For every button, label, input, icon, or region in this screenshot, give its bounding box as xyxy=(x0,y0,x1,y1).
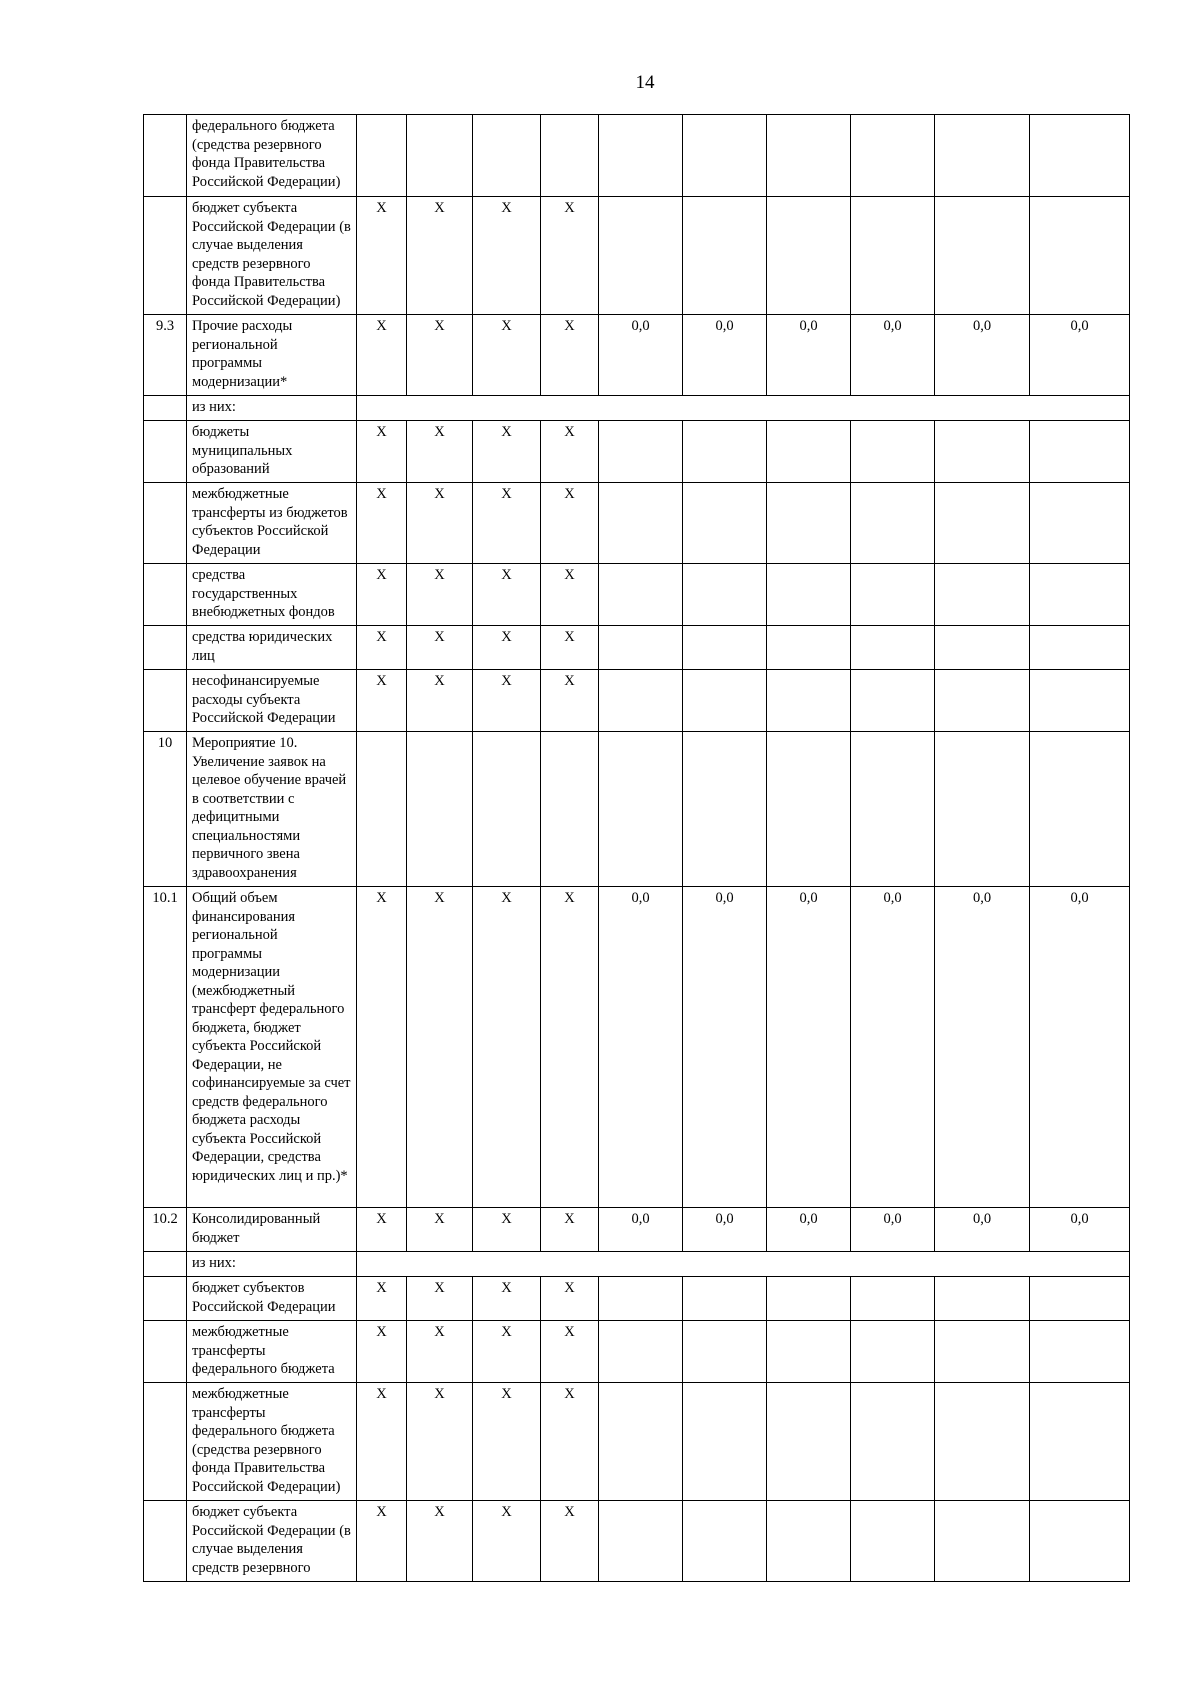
value-cell: 0,0 xyxy=(851,1208,935,1252)
value-cell xyxy=(935,626,1030,670)
x-cell: X xyxy=(407,483,473,564)
x-cell: X xyxy=(407,1501,473,1582)
x-cell: X xyxy=(473,670,541,732)
value-cell xyxy=(599,1501,683,1582)
value-cell xyxy=(935,670,1030,732)
merged-cell xyxy=(357,396,1130,421)
value-cell: 0,0 xyxy=(683,315,767,396)
value-cell xyxy=(767,1501,851,1582)
value-cell xyxy=(599,115,683,197)
value-cell xyxy=(935,1277,1030,1321)
financing-table xyxy=(143,114,1130,1582)
x-cell: X xyxy=(541,1501,599,1582)
value-cell xyxy=(683,1277,767,1321)
value-cell xyxy=(683,115,767,197)
value-cell xyxy=(851,1321,935,1383)
table-row xyxy=(144,1208,1130,1252)
value-cell: 0,0 xyxy=(935,1208,1030,1252)
row-number xyxy=(144,115,187,197)
value-cell xyxy=(851,1501,935,1582)
value-cell xyxy=(599,670,683,732)
table-row xyxy=(144,115,1130,197)
row-label: бюджет субъектов Российской Федерации xyxy=(187,1277,357,1321)
x-cell: X xyxy=(407,1321,473,1383)
value-cell xyxy=(1030,626,1130,670)
x-cell xyxy=(473,732,541,887)
value-cell: 0,0 xyxy=(851,315,935,396)
value-cell xyxy=(935,421,1030,483)
value-cell xyxy=(1030,1321,1130,1383)
value-cell xyxy=(851,1277,935,1321)
x-cell: X xyxy=(541,315,599,396)
value-cell xyxy=(935,115,1030,197)
value-cell xyxy=(767,1277,851,1321)
page-number: 14 xyxy=(635,72,655,93)
row-number: 10.2 xyxy=(144,1208,187,1252)
value-cell xyxy=(1030,564,1130,626)
row-number xyxy=(144,1252,187,1277)
table-row xyxy=(144,1277,1130,1321)
x-cell: X xyxy=(407,197,473,315)
value-cell: 0,0 xyxy=(767,887,851,1208)
value-cell xyxy=(1030,115,1130,197)
value-cell xyxy=(1030,670,1130,732)
value-cell xyxy=(599,483,683,564)
value-cell xyxy=(599,421,683,483)
row-number xyxy=(144,670,187,732)
x-cell: X xyxy=(407,421,473,483)
row-label: Прочие расходы региональной программы модернизации* xyxy=(187,315,357,396)
x-cell: X xyxy=(407,887,473,1208)
row-number xyxy=(144,197,187,315)
value-cell xyxy=(683,483,767,564)
table-row xyxy=(144,396,1130,421)
x-cell: X xyxy=(541,626,599,670)
row-label: из них: xyxy=(187,396,357,421)
value-cell xyxy=(599,564,683,626)
x-cell: X xyxy=(357,483,407,564)
value-cell xyxy=(767,670,851,732)
value-cell xyxy=(599,1277,683,1321)
x-cell: X xyxy=(541,1208,599,1252)
x-cell: X xyxy=(473,421,541,483)
table-row xyxy=(144,1321,1130,1383)
row-label: Консолидированный бюджет xyxy=(187,1208,357,1252)
row-number: 10.1 xyxy=(144,887,187,1208)
value-cell xyxy=(1030,1501,1130,1582)
value-cell xyxy=(767,732,851,887)
row-label: из них: xyxy=(187,1252,357,1277)
value-cell xyxy=(935,732,1030,887)
x-cell: X xyxy=(473,564,541,626)
value-cell xyxy=(1030,197,1130,315)
row-label: Мероприятие 10. Увеличение заявок на целевое обучение врачей в соответствии с дефицитными специальностями первичного звена здравоохранения xyxy=(187,732,357,887)
x-cell: X xyxy=(357,564,407,626)
x-cell: X xyxy=(473,1277,541,1321)
value-cell: 0,0 xyxy=(935,887,1030,1208)
table-row xyxy=(144,1252,1130,1277)
x-cell: X xyxy=(407,626,473,670)
x-cell: X xyxy=(407,315,473,396)
x-cell: X xyxy=(541,421,599,483)
x-cell: X xyxy=(407,1208,473,1252)
x-cell xyxy=(357,732,407,887)
value-cell xyxy=(851,1383,935,1501)
x-cell xyxy=(357,115,407,197)
row-number xyxy=(144,1321,187,1383)
table-row xyxy=(144,315,1130,396)
value-cell xyxy=(599,197,683,315)
row-label: бюджет субъекта Российской Федерации (в случае выделения средств резервного xyxy=(187,1501,357,1582)
row-label: средства юридических лиц xyxy=(187,626,357,670)
value-cell xyxy=(851,732,935,887)
row-label: несофинансируемые расходы субъекта Российской Федерации xyxy=(187,670,357,732)
row-label: Общий объем финансирования региональной программы модернизации (межбюджетный трансферт федерального бюджета, бюджет субъекта Российской Федерации, не софинансируемые за счет средств федерального бюджета расходы субъекта Российской Федерации, средства юридических лиц и пр.)* xyxy=(187,887,357,1208)
value-cell: 0,0 xyxy=(1030,1208,1130,1252)
merged-cell xyxy=(357,1252,1130,1277)
row-label: бюджет субъекта Российской Федерации (в случае выделения средств резервного фонда Правительства Российской Федерации) xyxy=(187,197,357,315)
value-cell: 0,0 xyxy=(599,1208,683,1252)
x-cell: X xyxy=(357,1208,407,1252)
value-cell xyxy=(1030,421,1130,483)
value-cell: 0,0 xyxy=(1030,887,1130,1208)
value-cell xyxy=(1030,1277,1130,1321)
value-cell xyxy=(1030,732,1130,887)
value-cell xyxy=(767,626,851,670)
row-label: средства государственных внебюджетных фондов xyxy=(187,564,357,626)
value-cell xyxy=(683,626,767,670)
value-cell xyxy=(1030,483,1130,564)
value-cell: 0,0 xyxy=(599,315,683,396)
value-cell xyxy=(851,483,935,564)
x-cell: X xyxy=(541,1383,599,1501)
value-cell xyxy=(935,1321,1030,1383)
x-cell: X xyxy=(473,315,541,396)
x-cell xyxy=(407,732,473,887)
table-row xyxy=(144,626,1130,670)
x-cell: X xyxy=(541,564,599,626)
row-number xyxy=(144,483,187,564)
value-cell xyxy=(935,483,1030,564)
row-label: межбюджетные трансферты из бюджетов субъектов Российской Федерации xyxy=(187,483,357,564)
table-row xyxy=(144,1383,1130,1501)
value-cell: 0,0 xyxy=(1030,315,1130,396)
x-cell: X xyxy=(473,1383,541,1501)
table-row xyxy=(144,1501,1130,1582)
x-cell: X xyxy=(473,483,541,564)
x-cell xyxy=(407,115,473,197)
value-cell xyxy=(767,115,851,197)
x-cell xyxy=(541,732,599,887)
x-cell: X xyxy=(357,626,407,670)
x-cell: X xyxy=(473,1321,541,1383)
row-number: 9.3 xyxy=(144,315,187,396)
value-cell xyxy=(683,732,767,887)
row-label: межбюджетные трансферты федерального бюджета xyxy=(187,1321,357,1383)
x-cell: X xyxy=(357,315,407,396)
table-row xyxy=(144,732,1130,887)
value-cell xyxy=(851,421,935,483)
x-cell: X xyxy=(357,887,407,1208)
value-cell xyxy=(851,626,935,670)
x-cell: X xyxy=(357,421,407,483)
value-cell xyxy=(935,1501,1030,1582)
table-row xyxy=(144,483,1130,564)
x-cell: X xyxy=(541,1277,599,1321)
value-cell: 0,0 xyxy=(851,887,935,1208)
table-row xyxy=(144,670,1130,732)
x-cell: X xyxy=(407,1383,473,1501)
row-label: бюджеты муниципальных образований xyxy=(187,421,357,483)
value-cell xyxy=(767,1321,851,1383)
value-cell xyxy=(935,197,1030,315)
row-number xyxy=(144,421,187,483)
value-cell xyxy=(935,564,1030,626)
value-cell xyxy=(1030,1383,1130,1501)
row-number: 10 xyxy=(144,732,187,887)
value-cell xyxy=(935,1383,1030,1501)
x-cell: X xyxy=(473,1208,541,1252)
value-cell xyxy=(683,421,767,483)
x-cell: X xyxy=(541,197,599,315)
x-cell: X xyxy=(357,1321,407,1383)
value-cell xyxy=(767,564,851,626)
x-cell: X xyxy=(473,1501,541,1582)
x-cell: X xyxy=(541,887,599,1208)
value-cell xyxy=(683,1321,767,1383)
x-cell: X xyxy=(357,1383,407,1501)
value-cell: 0,0 xyxy=(683,1208,767,1252)
x-cell: X xyxy=(473,887,541,1208)
value-cell xyxy=(683,1501,767,1582)
value-cell xyxy=(683,1383,767,1501)
value-cell xyxy=(767,421,851,483)
row-number xyxy=(144,1501,187,1582)
value-cell: 0,0 xyxy=(935,315,1030,396)
value-cell: 0,0 xyxy=(599,887,683,1208)
x-cell: X xyxy=(407,670,473,732)
row-number xyxy=(144,1277,187,1321)
value-cell xyxy=(599,732,683,887)
value-cell xyxy=(767,483,851,564)
value-cell xyxy=(767,197,851,315)
x-cell: X xyxy=(473,197,541,315)
x-cell: X xyxy=(357,1277,407,1321)
value-cell xyxy=(851,197,935,315)
x-cell: X xyxy=(357,1501,407,1582)
x-cell: X xyxy=(541,1321,599,1383)
value-cell: 0,0 xyxy=(767,1208,851,1252)
row-number xyxy=(144,564,187,626)
table-row xyxy=(144,421,1130,483)
x-cell: X xyxy=(541,670,599,732)
x-cell: X xyxy=(407,1277,473,1321)
x-cell xyxy=(541,115,599,197)
row-number xyxy=(144,1383,187,1501)
value-cell xyxy=(851,564,935,626)
value-cell xyxy=(683,197,767,315)
value-cell xyxy=(851,115,935,197)
row-number xyxy=(144,626,187,670)
table-row xyxy=(144,887,1130,1208)
x-cell: X xyxy=(541,483,599,564)
value-cell xyxy=(683,564,767,626)
value-cell xyxy=(767,1383,851,1501)
x-cell: X xyxy=(407,564,473,626)
x-cell: X xyxy=(473,626,541,670)
x-cell xyxy=(473,115,541,197)
value-cell xyxy=(599,1321,683,1383)
value-cell xyxy=(599,1383,683,1501)
x-cell: X xyxy=(357,670,407,732)
value-cell: 0,0 xyxy=(683,887,767,1208)
table-row xyxy=(144,197,1130,315)
value-cell: 0,0 xyxy=(767,315,851,396)
row-label: межбюджетные трансферты федерального бюджета (средства резервного фонда Правительства Российской Федерации) xyxy=(187,1383,357,1501)
x-cell: X xyxy=(357,197,407,315)
value-cell xyxy=(851,670,935,732)
value-cell xyxy=(683,670,767,732)
table-row xyxy=(144,564,1130,626)
value-cell xyxy=(599,626,683,670)
row-number xyxy=(144,396,187,421)
row-label: федерального бюджета (средства резервного фонда Правительства Российской Федерации) xyxy=(187,115,357,197)
